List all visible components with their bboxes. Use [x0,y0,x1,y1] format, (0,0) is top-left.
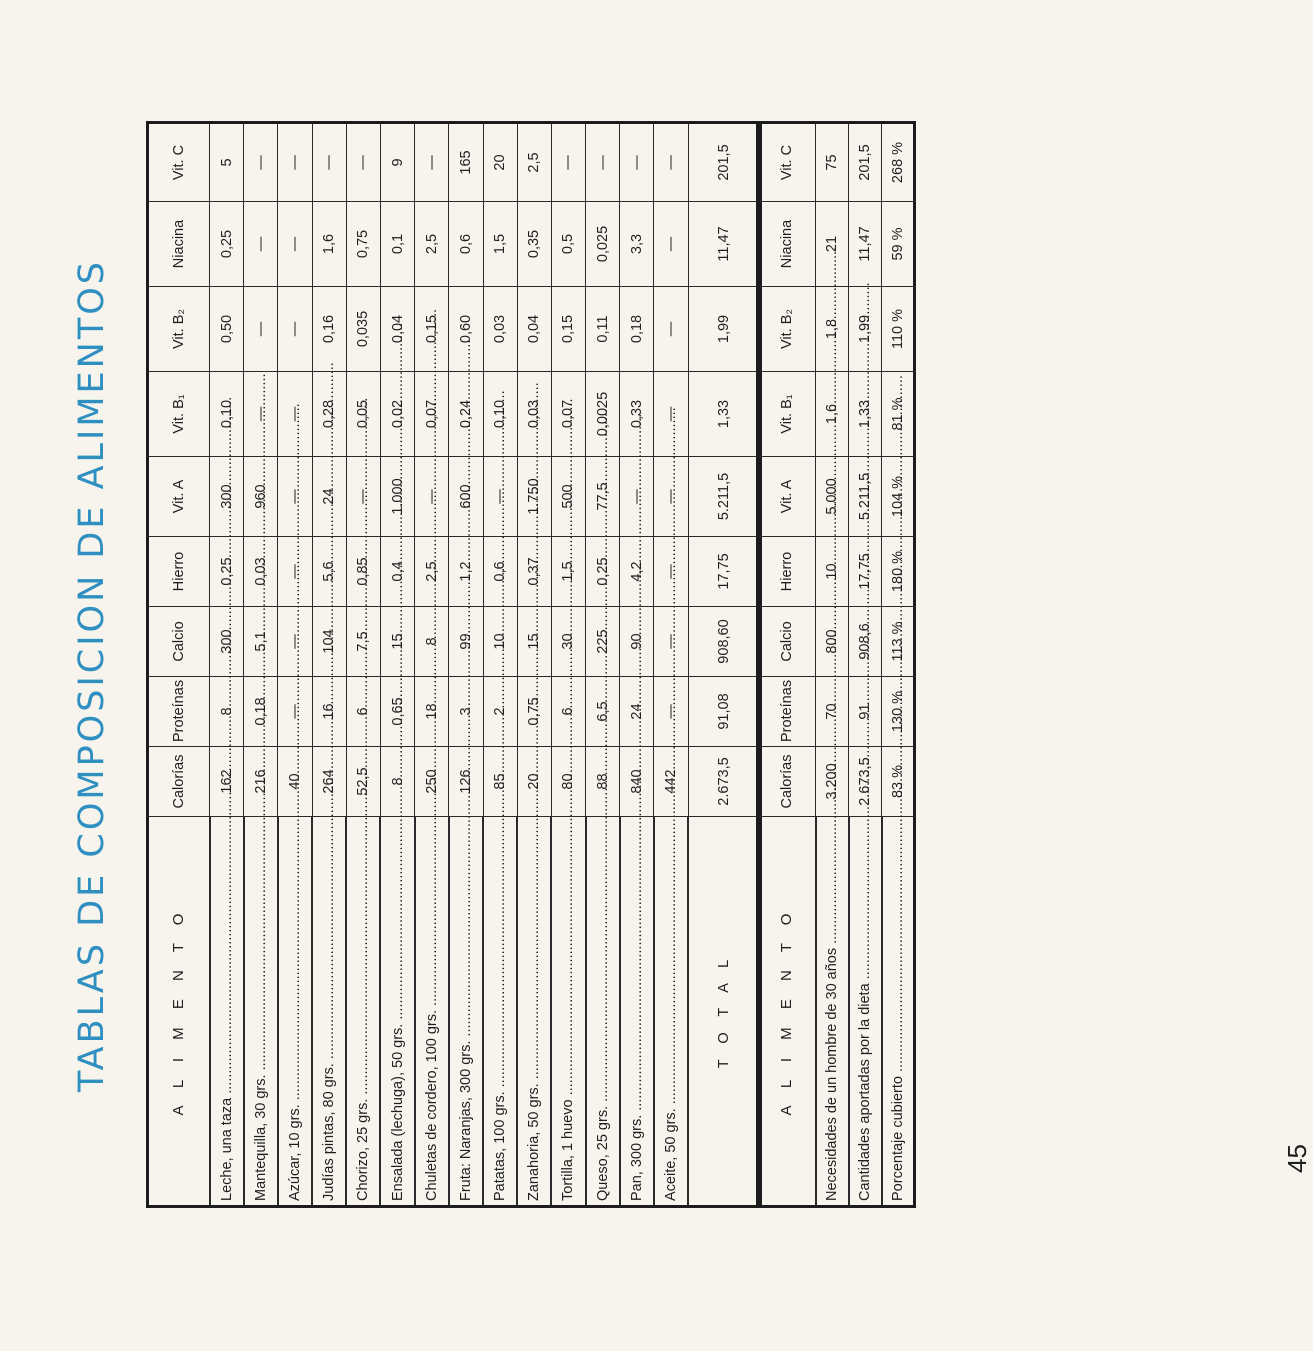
column-header: Vit. A [148,457,210,537]
value-cell: 10 [483,607,517,677]
value-cell: 8 [380,747,414,817]
value-cell: 0,25 [586,537,620,607]
value-cell: 130 % [882,677,915,747]
column-header: Niacina [148,202,210,287]
value-cell: 1.750 [517,457,551,537]
value-cell: 300 [210,457,244,537]
value-cell: — [654,123,688,202]
table-row [551,123,585,1207]
value-cell: — [620,123,654,202]
page-title: TABLAS DE COMPOSICION DE ALIMENTOS [72,259,112,1092]
value-cell: 113 % [882,607,915,677]
value-cell: 840 [620,747,654,817]
value-cell: 0,07 [415,372,449,457]
total-label: T O T A L [688,817,760,1207]
food-cell [654,817,688,1207]
value-cell: 1.000 [380,457,414,537]
value-cell: — [654,457,688,537]
value-cell: 88 [586,747,620,817]
value-cell: 59 % [882,202,915,287]
value-cell: 75 [816,123,849,202]
column-header-alimento: A L I M E N T O [148,817,210,1207]
value-cell: 15 [380,607,414,677]
column-header: Vit. B₁ [148,372,210,457]
table-row [654,123,688,1207]
value-cell: 1,33 [849,372,882,457]
value-cell: 5.000 [816,457,849,537]
value-cell: — [551,123,585,202]
value-cell: 264 [312,747,346,817]
food-label: Queso, 25 grs. ..... [595,821,611,1201]
value-cell: 0,5 [551,202,585,287]
value-cell: 0,60 [449,287,483,372]
value-cell: 0,4 [380,537,414,607]
summary-header-row [758,123,816,1207]
food-label: Aceite, 50 grs. ..... [663,821,679,1201]
column-header: Calorías [758,747,816,817]
table-row [586,123,620,1207]
column-header: Niacina [758,202,816,287]
total-value-cell: 1,99 [688,287,760,372]
value-cell: 0,03 [517,372,551,457]
value-cell: 4,2 [620,537,654,607]
value-cell: — [654,607,688,677]
food-label: Necesidades de un hombre de 30 años ..... [824,821,840,1201]
food-cell [816,817,849,1207]
value-cell: 0,0025 [586,372,620,457]
value-cell: 5,6 [312,537,346,607]
value-cell: 1,5 [483,202,517,287]
summary-row [816,123,849,1207]
value-cell: 0,035 [346,287,380,372]
value-cell: — [278,287,312,372]
total-value-cell: 1,33 [688,372,760,457]
value-cell: 600 [449,457,483,537]
value-cell: — [620,457,654,537]
value-cell: 0,025 [586,202,620,287]
column-header: Vit. A [758,457,816,537]
value-cell: 0,6 [483,537,517,607]
value-cell: — [415,123,449,202]
value-cell: 91 [849,677,882,747]
value-cell: 16 [312,677,346,747]
value-cell: 18 [415,677,449,747]
value-cell: 0,65 [380,677,414,747]
value-cell: — [244,287,278,372]
value-cell: — [654,677,688,747]
value-cell: 0,16 [312,287,346,372]
value-cell: 201,5 [849,123,882,202]
value-cell: 0,15 [551,287,585,372]
value-cell: 0,07 [551,372,585,457]
value-cell: 0,04 [517,287,551,372]
value-cell: 0,02 [380,372,414,457]
value-cell: 0,33 [620,372,654,457]
value-cell: 9 [380,123,414,202]
value-cell: 40 [278,747,312,817]
food-cell [346,817,380,1207]
value-cell: 1,99 [849,287,882,372]
value-cell: — [312,123,346,202]
food-label: Leche, una taza ..... [219,821,235,1201]
value-cell: — [483,457,517,537]
value-cell: 1,5 [551,537,585,607]
value-cell: 0,03 [244,537,278,607]
value-cell: 110 % [882,287,915,372]
column-header: Calcio [148,607,210,677]
food-cell [380,817,414,1207]
column-header-alimento: A L I M E N T O [758,817,816,1207]
value-cell: 99 [449,607,483,677]
value-cell: 500 [551,457,585,537]
value-cell: 8 [415,607,449,677]
value-cell: 0,28 [312,372,346,457]
value-cell: 216 [244,747,278,817]
value-cell: 250 [415,747,449,817]
table-row [415,123,449,1207]
value-cell: 268 % [882,123,915,202]
value-cell: 2,5 [415,537,449,607]
value-cell: 0,18 [620,287,654,372]
value-cell: 3 [449,677,483,747]
table-row [210,123,244,1207]
value-cell: — [244,202,278,287]
food-cell [620,817,654,1207]
value-cell: 1,8 [816,287,849,372]
value-cell: 225 [586,607,620,677]
value-cell: 0,24 [449,372,483,457]
value-cell: 2.673,5 [849,747,882,817]
value-cell: — [278,607,312,677]
value-cell: — [654,287,688,372]
value-cell: 0,25 [210,202,244,287]
food-label: Judías pintas, 80 grs. ..... [321,821,337,1201]
value-cell: 11,47 [849,202,882,287]
value-cell: — [654,202,688,287]
value-cell: 0,85 [346,537,380,607]
value-cell: 0,04 [380,287,414,372]
value-cell: 165 [449,123,483,202]
column-header: Vit. B₂ [148,287,210,372]
summary-row [849,123,882,1207]
value-cell: 1,6 [312,202,346,287]
value-cell: 77,5 [586,457,620,537]
value-cell: 0,18 [244,677,278,747]
value-cell: 960 [244,457,278,537]
food-cell [210,817,244,1207]
column-header: Proteínas [758,677,816,747]
value-cell: 0,75 [346,202,380,287]
value-cell: 30 [551,607,585,677]
table-row [449,123,483,1207]
food-cell [278,817,312,1207]
food-label: Mantequilla, 30 grs. ..... [253,821,269,1201]
value-cell: 126 [449,747,483,817]
value-cell: 1,2 [449,537,483,607]
value-cell: 104 % [882,457,915,537]
column-header: Vit. C [758,123,816,202]
food-label: Azúcar, 10 grs. ..... [287,821,303,1201]
value-cell: — [244,372,278,457]
column-header: Proteínas [148,677,210,747]
column-header: Vit. B₂ [758,287,816,372]
value-cell: 908,6 [849,607,882,677]
value-cell: 7,5 [346,607,380,677]
value-cell: — [278,202,312,287]
total-value-cell: 2.673,5 [688,747,760,817]
value-cell: 2 [483,677,517,747]
value-cell: — [346,457,380,537]
value-cell: 300 [210,607,244,677]
food-label: Ensalada (lechuga), 50 grs. ..... [390,821,406,1201]
total-value-cell: 5.211,5 [688,457,760,537]
value-cell: 104 [312,607,346,677]
total-value-cell: 908,60 [688,607,760,677]
value-cell: 0,25 [210,537,244,607]
column-header: Hierro [758,537,816,607]
value-cell: 0,6 [449,202,483,287]
value-cell: — [654,372,688,457]
value-cell: 6 [346,677,380,747]
total-value-cell: 11,47 [688,202,760,287]
table-row [278,123,312,1207]
food-cell [244,817,278,1207]
value-cell: 17,75 [849,537,882,607]
composition-table [146,121,762,1208]
food-label: Cantidades aportadas por la dieta ..... [857,821,873,1201]
value-cell: 85 [483,747,517,817]
total-value-cell: 201,5 [688,123,760,202]
table-row [346,123,380,1207]
food-label: Fruta: Naranjas, 300 grs. ..... [458,821,474,1201]
food-cell [517,817,551,1207]
column-header: Calcio [758,607,816,677]
value-cell: 162 [210,747,244,817]
column-header: Hierro [148,537,210,607]
page-number: 45 [1282,1144,1312,1173]
food-cell [849,817,882,1207]
value-cell: 52,5 [346,747,380,817]
value-cell: 81 % [882,372,915,457]
value-cell: 6 [551,677,585,747]
value-cell: 90 [620,607,654,677]
value-cell: 20 [483,123,517,202]
value-cell: — [278,537,312,607]
total-value-cell: 91,08 [688,677,760,747]
food-label: Patatas, 100 grs. ..... [492,821,508,1201]
value-cell: 180 % [882,537,915,607]
value-cell: 5 [210,123,244,202]
value-cell: 0,15 [415,287,449,372]
summary-table [756,121,916,1208]
value-cell: 1,6 [816,372,849,457]
column-header: Calorías [148,747,210,817]
value-cell: 442 [654,747,688,817]
value-cell: — [654,537,688,607]
food-cell [415,817,449,1207]
value-cell: — [278,457,312,537]
total-value-cell: 17,75 [688,537,760,607]
value-cell: 800 [816,607,849,677]
value-cell: 0,11 [586,287,620,372]
value-cell: 3,3 [620,202,654,287]
value-cell: — [586,123,620,202]
summary-row [882,123,915,1207]
value-cell: — [278,123,312,202]
table-row [380,123,414,1207]
food-cell [551,817,585,1207]
value-cell: 24 [620,677,654,747]
value-cell: 70 [816,677,849,747]
food-cell [449,817,483,1207]
value-cell: — [278,677,312,747]
composition-header-row [148,123,210,1207]
value-cell: 0,50 [210,287,244,372]
value-cell: — [415,457,449,537]
value-cell: 0,10 [210,372,244,457]
table-row [312,123,346,1207]
food-cell [312,817,346,1207]
value-cell: 20 [517,747,551,817]
value-cell: 10 [816,537,849,607]
value-cell: 15 [517,607,551,677]
value-cell: 0,37 [517,537,551,607]
table-row [620,123,654,1207]
value-cell: 2,5 [415,202,449,287]
value-cell: 5.211,5 [849,457,882,537]
column-header: Vit. B₁ [758,372,816,457]
food-label: Tortilla, 1 huevo ..... [560,821,576,1201]
value-cell: — [278,372,312,457]
value-cell: 2,5 [517,123,551,202]
value-cell: 0,10 [483,372,517,457]
table-row [244,123,278,1207]
value-cell: 24 [312,457,346,537]
table-row [517,123,551,1207]
food-label: Zanahoria, 50 grs. ..... [526,821,542,1201]
food-label: Porcentaje cubierto ..... [890,821,906,1201]
column-header: Vit. C [148,123,210,202]
value-cell: 0,35 [517,202,551,287]
value-cell: — [244,123,278,202]
value-cell: — [346,123,380,202]
value-cell: 0,75 [517,677,551,747]
food-label: Chuletas de cordero, 100 grs. ..... [424,821,440,1201]
value-cell: 83 % [882,747,915,817]
food-label: Chorizo, 25 grs. ..... [355,821,371,1201]
value-cell: 6,5 [586,677,620,747]
total-row [688,123,760,1207]
value-cell: 3.200 [816,747,849,817]
value-cell: 0,05 [346,372,380,457]
value-cell: 0,1 [380,202,414,287]
value-cell: 80 [551,747,585,817]
table-row [483,123,517,1207]
value-cell: 21 [816,202,849,287]
value-cell: 8 [210,677,244,747]
value-cell: 5,1 [244,607,278,677]
value-cell: 0,03 [483,287,517,372]
food-label: Pan, 300 grs. ..... [629,821,645,1201]
food-cell [586,817,620,1207]
food-cell [483,817,517,1207]
food-cell [882,817,915,1207]
